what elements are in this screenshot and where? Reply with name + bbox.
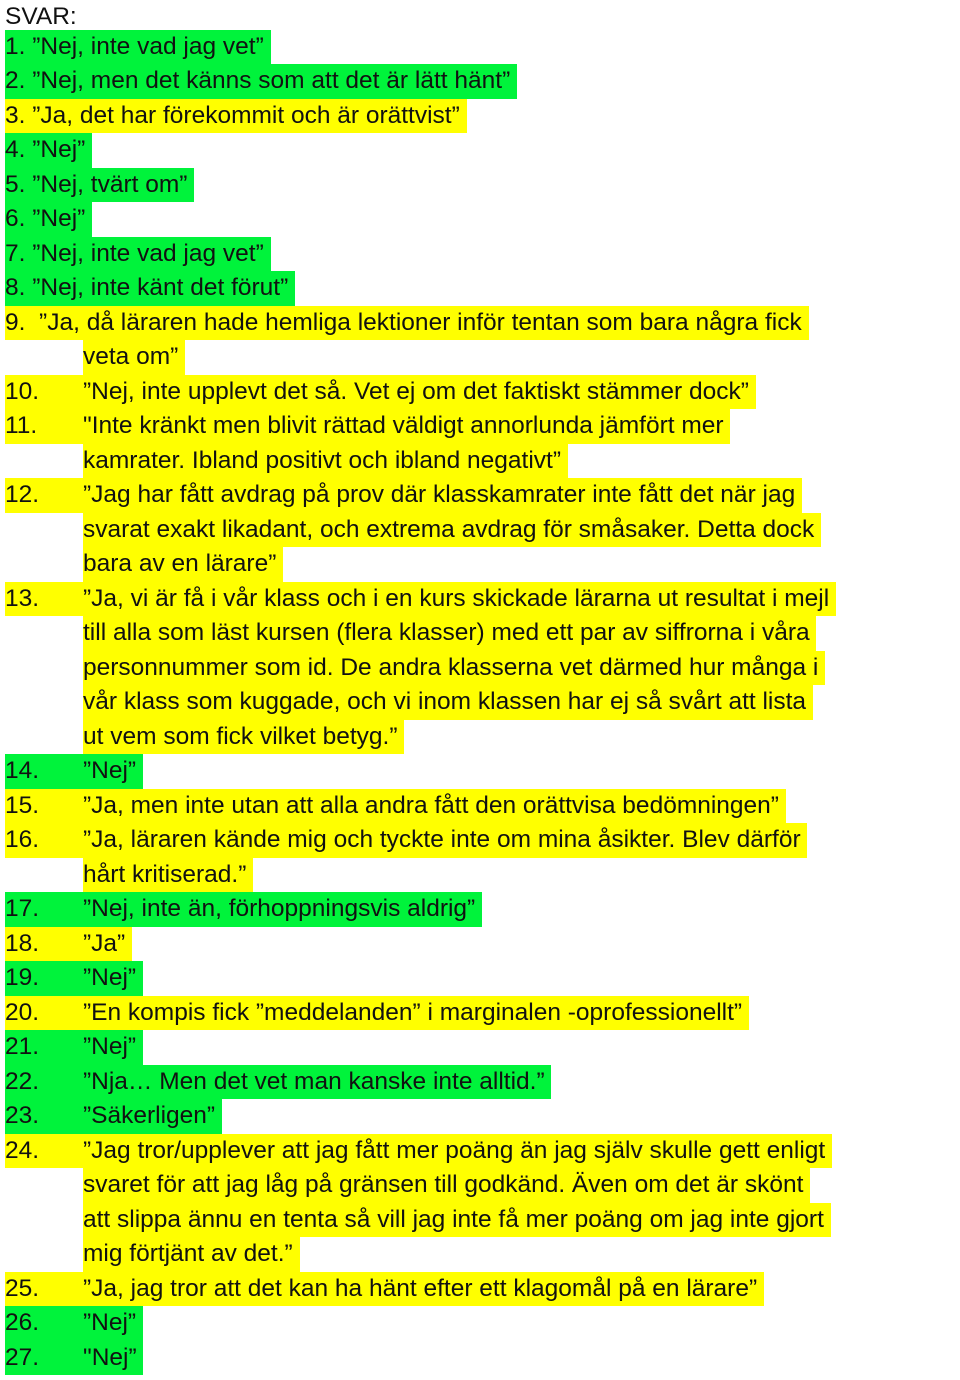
answer-first-line bbox=[5, 892, 482, 927]
highlighted-text bbox=[5, 1099, 222, 1134]
answer-number: 10. bbox=[5, 377, 40, 405]
answer-first-line bbox=[5, 1272, 764, 1307]
answer-number: 15. bbox=[5, 791, 40, 819]
answer-item bbox=[5, 1272, 764, 1307]
answer-text: ”Ja” bbox=[83, 929, 132, 957]
highlighted-text bbox=[5, 1306, 143, 1341]
answer-number: 7. bbox=[5, 239, 26, 267]
answer-number: 25. bbox=[5, 1274, 40, 1302]
highlighted-text bbox=[5, 168, 194, 203]
highlighted-text bbox=[5, 823, 807, 858]
highlighted-text bbox=[83, 1237, 300, 1272]
highlighted-text bbox=[5, 375, 756, 410]
answer-item bbox=[5, 375, 756, 410]
answer-first-line bbox=[5, 133, 92, 168]
highlighted-text bbox=[83, 1168, 810, 1203]
answer-text: ”Nej” bbox=[83, 964, 143, 991]
highlighted-text bbox=[83, 547, 283, 582]
highlighted-text bbox=[5, 582, 836, 617]
answer-item bbox=[5, 409, 730, 478]
answer-text: ”Nej, inte upplevt det så. Vet ej om det faktiskt stämmer dock” bbox=[83, 377, 756, 405]
highlighted-text bbox=[5, 237, 271, 272]
answer-continuation-line bbox=[5, 651, 836, 686]
highlighted-text bbox=[5, 1065, 551, 1100]
answer-text: ”Nja… Men det vet man kanske inte alltid.” bbox=[83, 1067, 552, 1095]
answer-number: 22. bbox=[5, 1067, 40, 1095]
page-heading: SVAR: bbox=[5, 3, 77, 30]
answer-first-line bbox=[5, 64, 517, 99]
answer-text: mig förtjänt av det.” bbox=[83, 1240, 300, 1267]
answer-text: "Nej” bbox=[83, 1343, 144, 1371]
answer-text: ”Nej, inte vad jag vet” bbox=[25, 239, 271, 267]
answer-item bbox=[5, 1030, 143, 1065]
answer-item bbox=[5, 478, 821, 582]
answer-text: ”Nej” bbox=[83, 1309, 143, 1336]
answer-first-line bbox=[5, 306, 809, 341]
answer-text: veta om” bbox=[83, 343, 186, 370]
answer-first-line bbox=[5, 375, 756, 410]
answer-text: ”Nej, tvärt om” bbox=[25, 170, 195, 198]
answer-first-line bbox=[5, 754, 143, 789]
answer-item bbox=[5, 30, 271, 65]
answer-number: 23. bbox=[5, 1102, 40, 1129]
answer-text: ”En kompis fick ”meddelanden” i marginalen -oprofessionellt” bbox=[83, 998, 749, 1026]
highlighted-text bbox=[5, 30, 271, 65]
answer-text: bara av en lärare” bbox=[83, 550, 284, 577]
answer-continuation-line bbox=[5, 616, 836, 651]
answer-item bbox=[5, 306, 809, 375]
highlighted-text bbox=[5, 754, 143, 789]
answer-text: ”Nej, men det känns som att det är lätt hänt” bbox=[25, 67, 518, 94]
answer-item bbox=[5, 202, 92, 237]
highlighted-text bbox=[5, 1134, 832, 1169]
answer-item bbox=[5, 582, 836, 755]
answer-text: svarat exakt likadant, och extrema avdrag för småsaker. Detta dock bbox=[83, 515, 822, 543]
answer-number: 1. bbox=[5, 32, 26, 60]
highlighted-text bbox=[83, 616, 816, 651]
answer-number: 13. bbox=[5, 584, 40, 612]
answer-number: 3. bbox=[5, 101, 26, 129]
answer-first-line bbox=[5, 478, 821, 513]
answer-item bbox=[5, 1065, 551, 1100]
answer-text: ”Nej, inte än, förhoppningsvis aldrig” bbox=[83, 895, 483, 922]
answer-number: 12. bbox=[5, 481, 40, 508]
answer-item bbox=[5, 237, 271, 272]
answer-text: att slippa ännu en tenta så vill jag inte få mer poäng om jag inte gjort bbox=[83, 1205, 831, 1233]
answer-text: ”Jag har fått avdrag på prov där klasskamrater inte fått det när jag bbox=[83, 481, 803, 508]
answer-number: 11. bbox=[5, 412, 38, 439]
highlighted-text bbox=[5, 789, 786, 824]
answer-text: ”Säkerligen” bbox=[83, 1102, 222, 1129]
highlighted-text bbox=[83, 1203, 831, 1238]
answer-text: ”Nej” bbox=[25, 136, 93, 163]
answer-first-line bbox=[5, 789, 786, 824]
answer-item bbox=[5, 1099, 222, 1134]
answer-text: ”Ja, läraren kände mig och tyckte inte om mina åsikter. Blev därför bbox=[83, 826, 808, 853]
answer-first-line bbox=[5, 1306, 143, 1341]
answer-continuation-line bbox=[5, 444, 730, 479]
answer-continuation-line bbox=[5, 858, 807, 893]
answer-item bbox=[5, 271, 295, 306]
highlighted-text bbox=[5, 892, 482, 927]
answer-text: ”Ja, det har förekommit och är orättvist” bbox=[25, 101, 467, 129]
answer-text: till alla som läst kursen (flera klasser) med ett par av siffrorna i våra bbox=[83, 619, 817, 646]
highlighted-text bbox=[5, 409, 730, 444]
answer-item bbox=[5, 64, 517, 99]
answer-continuation-line bbox=[5, 340, 809, 375]
answer-text: ”Nej” bbox=[83, 757, 143, 784]
answer-continuation-line bbox=[5, 547, 821, 582]
answer-number: 20. bbox=[5, 998, 40, 1026]
answer-number: 18. bbox=[5, 929, 40, 957]
highlighted-text bbox=[83, 444, 568, 479]
highlighted-text bbox=[5, 99, 467, 134]
highlighted-text bbox=[5, 1272, 764, 1307]
highlighted-text bbox=[5, 478, 802, 513]
answer-first-line bbox=[5, 582, 836, 617]
answer-number: 17. bbox=[5, 895, 40, 922]
highlighted-text bbox=[5, 271, 295, 306]
answer-number: 26. bbox=[5, 1309, 40, 1336]
highlighted-text bbox=[83, 513, 821, 548]
answer-item bbox=[5, 133, 92, 168]
answer-first-line bbox=[5, 1030, 143, 1065]
highlighted-text bbox=[5, 1341, 143, 1376]
answer-first-line bbox=[5, 996, 749, 1031]
answer-text: ”Nej, inte känt det förut” bbox=[25, 274, 296, 301]
answer-first-line bbox=[5, 409, 730, 444]
answer-first-line bbox=[5, 168, 194, 203]
answer-number: 9. bbox=[5, 308, 26, 336]
answer-text: vår klass som kuggade, och vi inom klassen har ej så svårt att lista bbox=[83, 688, 813, 715]
answer-number: 27. bbox=[5, 1343, 40, 1371]
highlighted-text bbox=[5, 1030, 143, 1065]
answer-first-line bbox=[5, 1134, 832, 1169]
answer-continuation-line bbox=[5, 1168, 832, 1203]
answer-text: personnummer som id. De andra klasserna vet därmed hur många i bbox=[83, 653, 826, 681]
answer-continuation-line bbox=[5, 513, 821, 548]
answer-first-line bbox=[5, 271, 295, 306]
answer-text: ”Ja, men inte utan att alla andra fått den orättvisa bedömningen” bbox=[83, 791, 786, 819]
highlighted-text bbox=[5, 64, 517, 99]
answer-continuation-line bbox=[5, 1237, 832, 1272]
answer-item bbox=[5, 1306, 143, 1341]
answer-text: ”Nej, inte vad jag vet” bbox=[25, 32, 271, 60]
highlighted-text bbox=[5, 927, 132, 962]
highlighted-text bbox=[83, 685, 813, 720]
answer-item bbox=[5, 823, 807, 892]
highlighted-text bbox=[83, 651, 825, 686]
answer-number: 4. bbox=[5, 136, 26, 163]
answer-text: ut vem som fick vilket betyg.” bbox=[83, 722, 405, 750]
highlighted-text bbox=[5, 202, 92, 237]
answer-number: 2. bbox=[5, 67, 26, 94]
answer-item bbox=[5, 1134, 832, 1272]
highlighted-text bbox=[5, 133, 92, 168]
answer-continuation-line bbox=[5, 1203, 832, 1238]
answer-first-line bbox=[5, 99, 467, 134]
answer-first-line bbox=[5, 927, 132, 962]
highlighted-text bbox=[5, 996, 749, 1031]
answer-text: svaret för att jag låg på gränsen till godkänd. Även om det är skönt bbox=[83, 1171, 811, 1198]
answer-first-line bbox=[5, 30, 271, 65]
answer-item bbox=[5, 789, 786, 824]
answer-number: 14. bbox=[5, 757, 40, 784]
answer-continuation-line bbox=[5, 720, 836, 755]
answer-first-line bbox=[5, 961, 143, 996]
answer-item bbox=[5, 961, 143, 996]
answer-text: ”Jag tror/upplever att jag fått mer poäng än jag själv skulle gett enligt bbox=[83, 1136, 833, 1164]
answer-continuation-line bbox=[5, 685, 836, 720]
answer-text: "Inte kränkt men blivit rättad väldigt annorlunda jämfört mer bbox=[83, 412, 731, 439]
answer-item bbox=[5, 892, 482, 927]
answer-number: 6. bbox=[5, 205, 26, 232]
answer-item bbox=[5, 1341, 143, 1376]
answer-number: 24. bbox=[5, 1136, 40, 1164]
highlighted-text bbox=[5, 306, 809, 341]
highlighted-text bbox=[83, 720, 404, 755]
answer-first-line bbox=[5, 823, 807, 858]
highlighted-text bbox=[83, 858, 253, 893]
answer-text: kamrater. Ibland positivt och ibland negativt” bbox=[83, 446, 568, 474]
answer-first-line bbox=[5, 1099, 222, 1134]
highlighted-text bbox=[83, 340, 185, 375]
answer-text: ”Ja, då läraren hade hemliga lektioner inför tentan som bara några fick bbox=[25, 308, 809, 336]
answer-number: 8. bbox=[5, 274, 26, 301]
answer-item bbox=[5, 168, 194, 203]
answer-item bbox=[5, 99, 467, 134]
answer-number: 5. bbox=[5, 170, 26, 198]
answer-first-line bbox=[5, 237, 271, 272]
answer-text: hårt kritiserad.” bbox=[83, 860, 254, 888]
answer-first-line bbox=[5, 1341, 143, 1376]
answer-item bbox=[5, 927, 132, 962]
answer-item bbox=[5, 996, 749, 1031]
answer-text: ”Nej” bbox=[25, 205, 93, 232]
answer-text: ”Nej” bbox=[83, 1033, 143, 1060]
answer-number: 16. bbox=[5, 826, 40, 853]
answer-first-line bbox=[5, 202, 92, 237]
answer-item bbox=[5, 754, 143, 789]
answer-text: ”Ja, jag tror att det kan ha hänt efter ett klagomål på en lärare” bbox=[83, 1274, 764, 1302]
answer-number: 19. bbox=[5, 964, 40, 991]
answer-text: ”Ja, vi är få i vår klass och i en kurs skickade lärarna ut resultat i mejl bbox=[83, 584, 836, 612]
answer-first-line bbox=[5, 1065, 551, 1100]
highlighted-text bbox=[5, 961, 143, 996]
answer-number: 21. bbox=[5, 1033, 40, 1060]
